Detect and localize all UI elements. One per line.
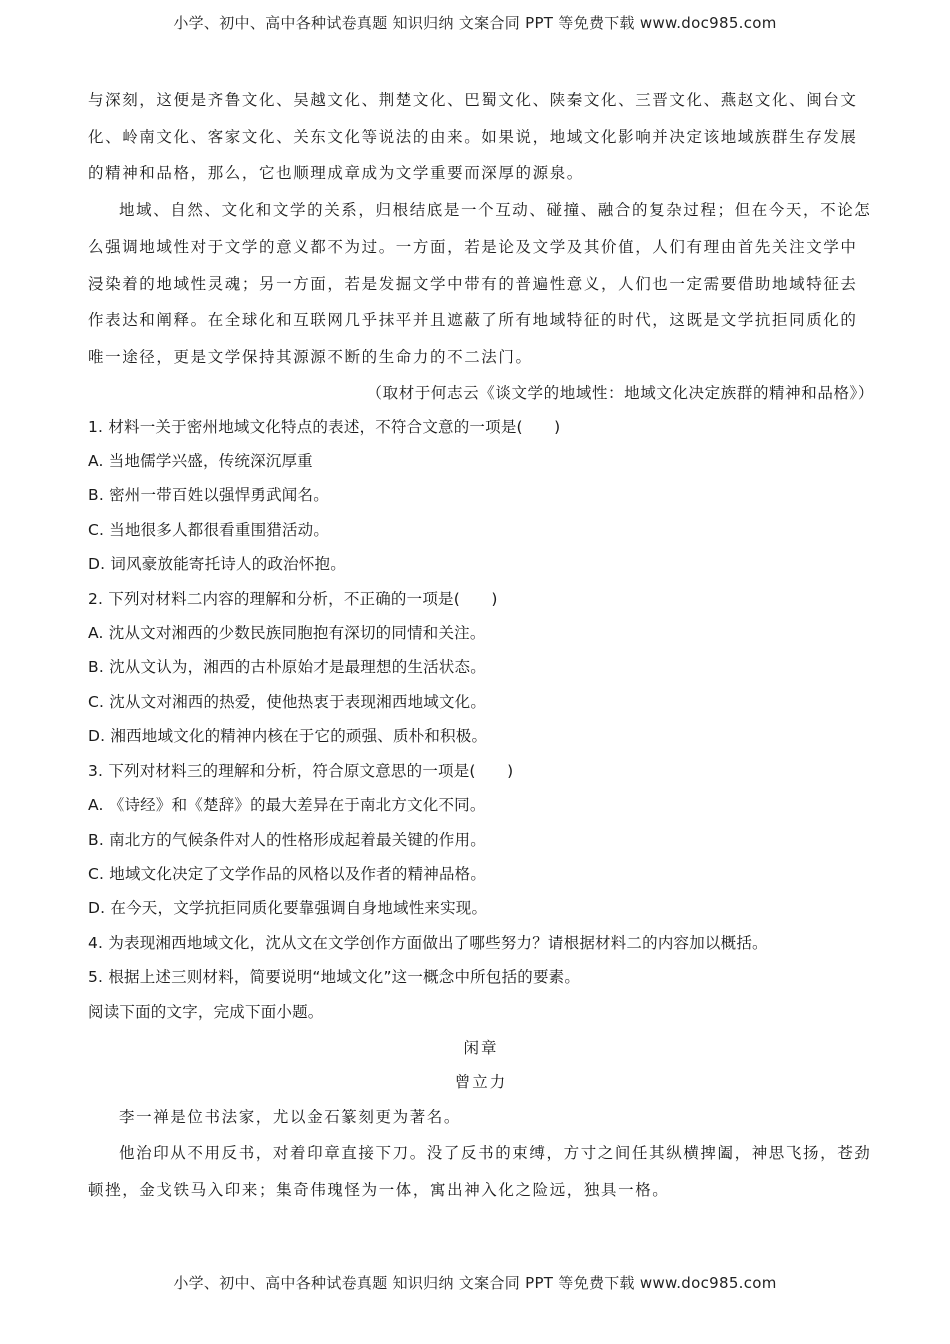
story-author: 曾立力 [454, 1072, 508, 1091]
story-paragraph-2: 他治印从不用反书，对着印章直接下刀。没了反书的束缚，方寸之间任其纵横捭阖，神思飞扬，苍劲顿挫，金戈铁马入印来；集奇伟瑰怪为一体，寓出神入化之险远，独具一格。 [88, 1144, 872, 1199]
passage-paragraph-1: 与深刻，这便是齐鲁文化、吴越文化、荆楚文化、巴蜀文化、陕秦文化、三晋文化、燕赵文化、闽台文化、岭南文化、客家文化、关东文化等说法的由来。如果说，地域文化影响并决定该地域族群生存发展的精神和品格，那么，它也顺理成章成为文学重要而深厚的源泉。 [88, 91, 858, 183]
story-section [88, 1031, 874, 1209]
question-2-option-a: A. 沈从文对湘西的少数民族同胞抱有深切的同情和关注。 [88, 624, 486, 643]
question-4: 4. 为表现湘西地域文化，沈从文在文学创作方面做出了哪些努力？请根据材料二的内容加以概括。 [88, 933, 768, 952]
reading-instruction: 阅读下面的文字，完成下面小题。 [88, 1002, 324, 1021]
question-1-option-c: C. 当地很多人都很看重围猎活动。 [88, 520, 330, 539]
question-3-option-d: D. 在今天，文学抗拒同质化要靠强调自身地域性来实现。 [88, 899, 488, 918]
header-banner: 小学、初中、高中各种试卷真题 知识归纳 文案合同 PPT 等免费下载 www.doc985.com [173, 14, 777, 32]
question-3-option-c: C. 地域文化决定了文学作品的风格以及作者的精神品格。 [88, 864, 487, 883]
question-3-option-a: A. 《诗经》和《楚辞》的最大差异在于南北方文化不同。 [88, 796, 486, 815]
story-title: 闲章 [463, 1038, 499, 1057]
question-2-option-c: C. 沈从文对湘西的热爱，使他热衷于表现湘西地域文化。 [88, 692, 487, 711]
question-2: 2. 下列对材料二内容的理解和分析，不正确的一项是( ) [88, 589, 498, 608]
question-list [88, 410, 874, 1029]
footer-banner: 小学、初中、高中各种试卷真题 知识归纳 文案合同 PPT 等免费下载 www.doc985.com [173, 1274, 777, 1292]
question-1-option-d: D. 词风豪放能寄托诗人的政治怀抱。 [88, 555, 346, 574]
question-2-option-d: D. 湘西地域文化的精神内核在于它的顽强、质朴和积极。 [88, 727, 488, 746]
question-1: 1. 材料一关于密州地域文化特点的表述，不符合文意的一项是( ) [88, 417, 561, 436]
passage-source: （取材于何志云《谈文学的地域性：地域文化决定族群的精神和品格》） [366, 383, 874, 402]
question-3-option-b: B. 南北方的气候条件对人的性格形成起着最关键的作用。 [88, 830, 486, 849]
passage-paragraph-2: 地域、自然、文化和文学的关系，归根结底是一个互动、碰撞、融合的复杂过程；但在今天，不论怎么强调地域性对于文学的意义都不为过。一方面，若是论及文学及其价值，人们有理由首先关注文学中浸染着的地域性灵魂；另一方面，若是发掘文学中带有的普遍性意义，人们也一定需要借助地域特征去作表达和阐释。在全球化和互联网几乎抹平并且遮蔽了所有地域特征的时代，这既是文学抗拒同质化的唯一途径，更是文学保持其源源不断的生命力的不二法门。 [88, 201, 872, 366]
main-content [88, 82, 874, 1208]
question-1-option-b: B. 密州一带百姓以强悍勇武闻名。 [88, 486, 329, 505]
story-paragraph-1: 李一禅是位书法家，尤以金石篆刻更为著名。 [119, 1107, 462, 1126]
question-5: 5. 根据上述三则材料，简要说明“地域文化”这一概念中所包括的要素。 [88, 968, 581, 987]
question-2-option-b: B. 沈从文认为，湘西的古朴原始才是最理想的生活状态。 [88, 658, 486, 677]
question-1-option-a: A. 当地儒学兴盛，传统深沉厚重 [88, 452, 313, 471]
question-3: 3. 下列对材料三的理解和分析，符合原文意思的一项是( ) [88, 761, 514, 780]
